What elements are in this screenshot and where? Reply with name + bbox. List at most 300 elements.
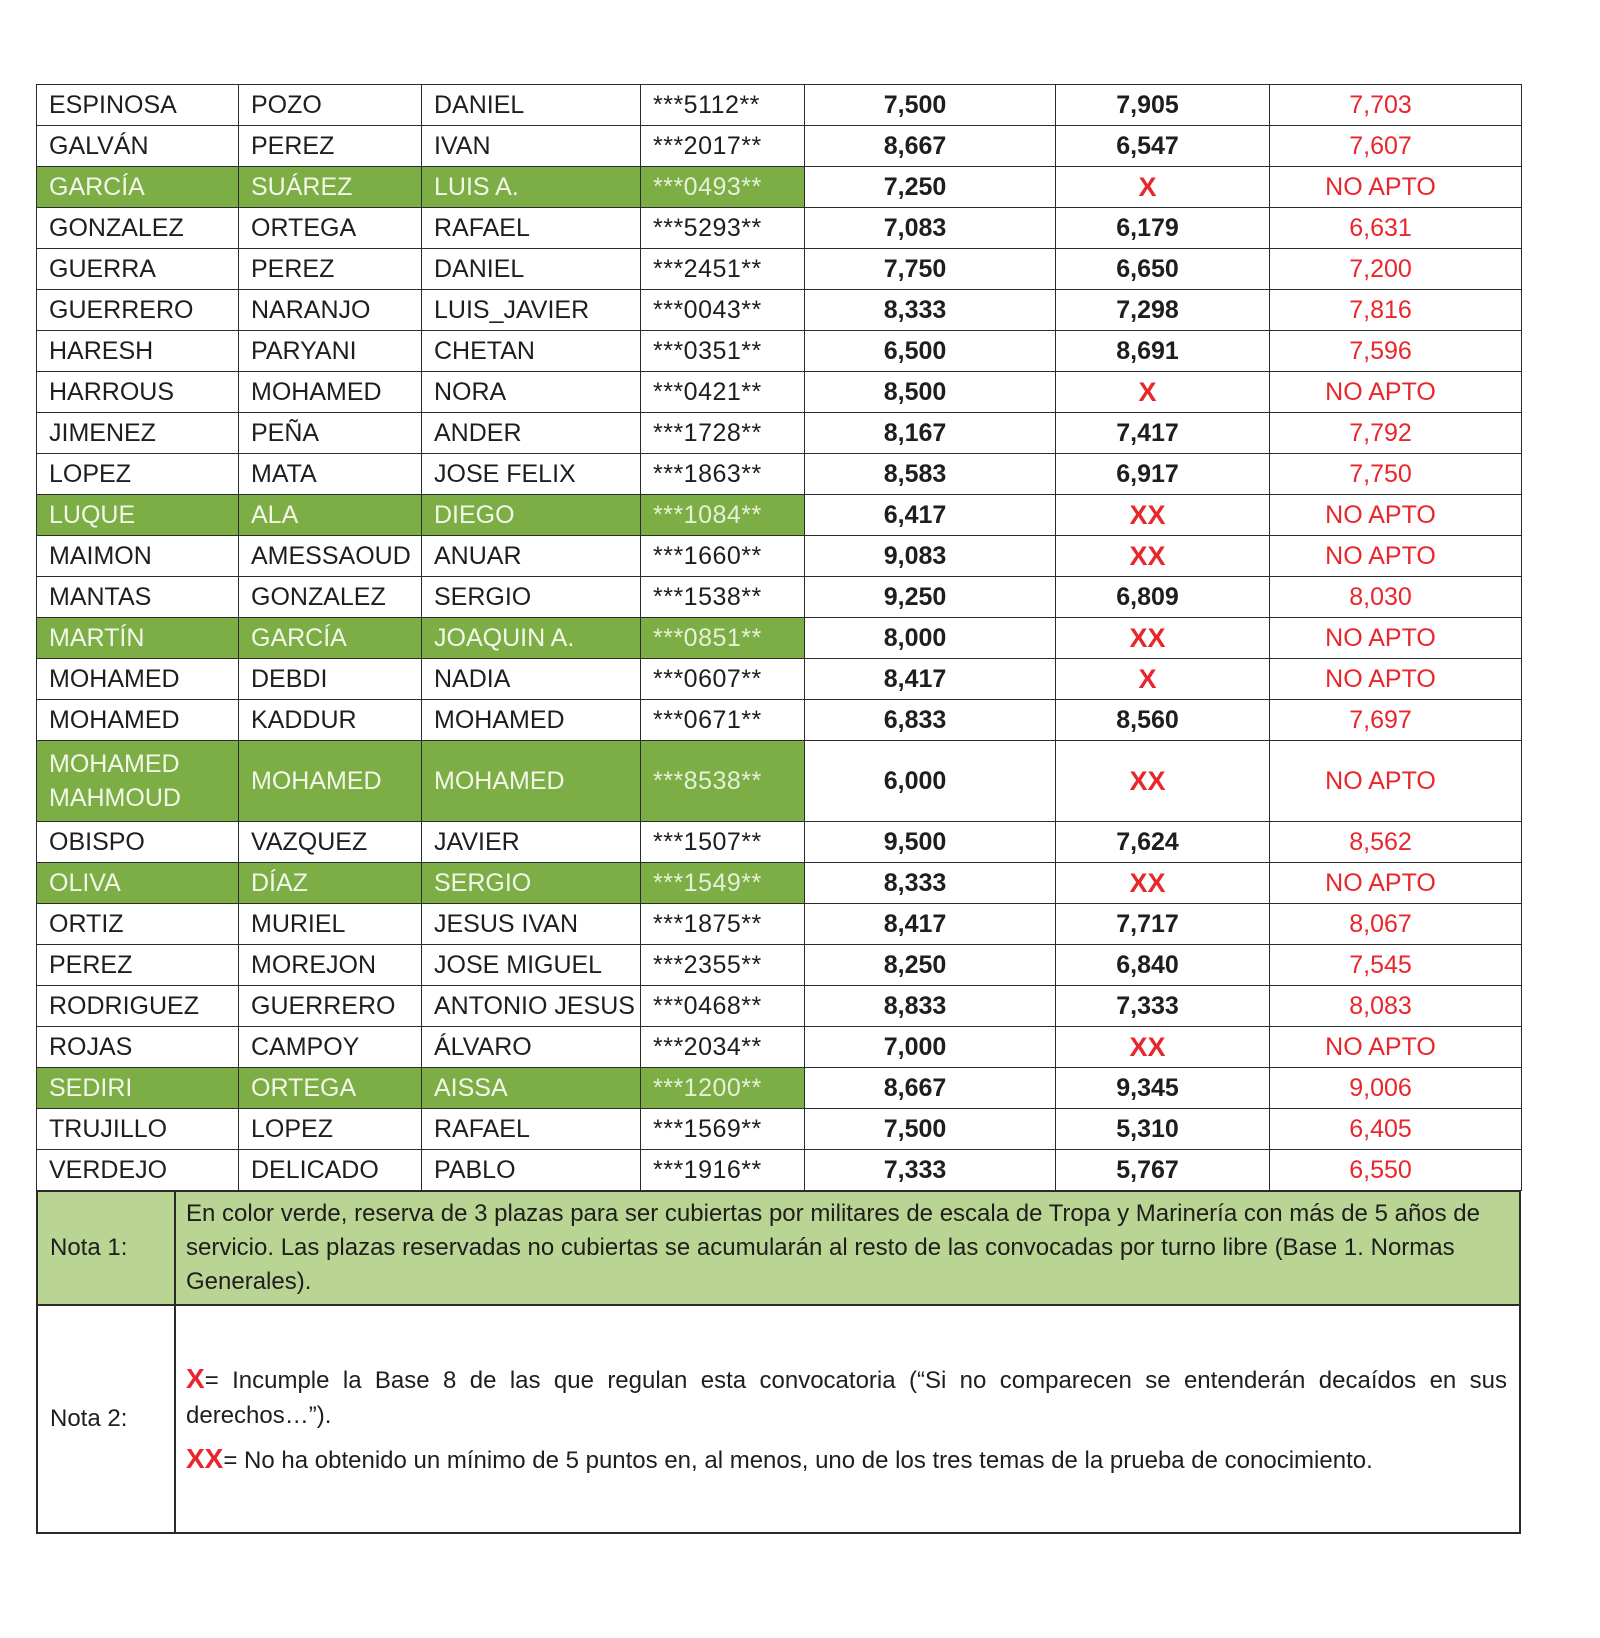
note-1-row [37,1191,1520,1305]
name-text: AISSA [434,1073,508,1102]
dni-text: ***0493** [653,172,762,201]
second-surname-cell [239,372,422,413]
final-score-text: 6,405 [1349,1114,1412,1143]
second-surname-text: PEREZ [251,254,335,283]
final-score-cell [1270,249,1522,290]
dni-cell [641,945,805,986]
dni-cell [641,618,805,659]
first-surname-cell [37,1027,239,1068]
score-2-text: 6,917 [1116,459,1179,488]
table-row [37,249,1522,290]
first-surname-text: MOHAMED [49,664,180,693]
dni-text: ***5293** [653,213,762,242]
table-row [37,167,1522,208]
final-score-cell [1270,495,1522,536]
first-surname-text: LUQUE [49,500,136,529]
first-surname-text: MOHAMED [49,705,180,734]
name-text: CHETAN [434,336,535,365]
name-cell [422,1150,641,1191]
dni-text: ***0671** [653,705,762,734]
name-cell [422,945,641,986]
score-1-text: 8,417 [883,909,947,938]
final-score-cell [1270,126,1522,167]
dni-text: ***2451** [653,254,762,283]
second-surname-text: ORTEGA [251,213,357,242]
dni-text: ***8538** [653,766,762,795]
score-2-cell [1056,85,1270,126]
dni-text: ***0607** [653,664,762,693]
score-1-text: 7,083 [883,213,947,242]
dni-cell [641,454,805,495]
second-surname-cell [239,700,422,741]
second-surname-text: PARYANI [251,336,357,365]
second-surname-text: MOHAMED [251,767,382,795]
score-2-cell [1056,904,1270,945]
final-score-cell [1270,577,1522,618]
score-2-cell [1056,536,1270,577]
score-2-text: 7,417 [1116,418,1179,447]
score-1-cell [805,986,1056,1027]
first-surname-text: GUERRA [49,254,156,283]
score-2-text: 8,691 [1116,336,1179,365]
dni-cell [641,1109,805,1150]
table-row [37,1109,1522,1150]
table-row [37,454,1522,495]
note-2-label: Nota 2: [37,1305,175,1533]
first-surname-text: ESPINOSA [49,90,177,119]
table-row [37,536,1522,577]
first-surname-cell [37,863,239,904]
score-1-text: 8,333 [883,295,947,324]
final-score-cell [1270,413,1522,454]
results-table [36,84,1522,1191]
score-1-cell [805,126,1056,167]
second-surname-cell [239,495,422,536]
second-surname-text: DEBDI [251,664,328,693]
score-2-cell [1056,863,1270,904]
score-1-cell [805,1068,1056,1109]
name-cell [422,822,641,863]
score-1-text: 8,417 [883,664,947,693]
score-2-text: XX [1129,1031,1166,1062]
table-row [37,413,1522,454]
second-surname-cell [239,413,422,454]
final-score-text: 7,703 [1349,90,1412,119]
score-1-cell [805,1150,1056,1191]
score-2-cell [1056,741,1270,822]
table-row [37,1068,1522,1109]
dni-cell [641,249,805,290]
dni-text: ***1569** [653,1114,762,1143]
first-surname-cell [37,167,239,208]
final-score-text: NO APTO [1325,1032,1436,1061]
score-1-text: 8,250 [883,950,947,979]
name-cell [422,249,641,290]
score-1-text: 7,000 [883,1032,947,1061]
second-surname-cell [239,249,422,290]
second-surname-cell [239,208,422,249]
dni-cell [641,904,805,945]
score-1-cell [805,904,1056,945]
first-surname-cell [37,208,239,249]
table-row [37,290,1522,331]
name-text: JOAQUIN A. [434,623,575,652]
dni-cell [641,863,805,904]
dni-cell [641,700,805,741]
first-surname-cell [37,618,239,659]
table-row [37,1150,1522,1191]
first-surname-cell [37,1150,239,1191]
first-surname-text: GONZALEZ [49,213,184,242]
dni-text: ***1728** [653,418,762,447]
first-surname-text: PEREZ [49,950,133,979]
dni-cell [641,1150,805,1191]
first-surname-text: OBISPO [49,827,145,856]
score-1-text: 8,667 [883,131,947,160]
name-text: DANIEL [434,90,525,119]
first-surname-text: MANTAS [49,582,152,611]
score-1-cell [805,741,1056,822]
second-surname-cell [239,741,422,822]
second-surname-cell [239,1150,422,1191]
dni-text: ***1200** [653,1073,762,1102]
score-2-text: XX [1129,867,1166,898]
dni-cell [641,986,805,1027]
dni-text: ***0421** [653,377,762,406]
score-2-text: XX [1129,765,1166,796]
final-score-cell [1270,904,1522,945]
score-2-cell [1056,249,1270,290]
dni-text: ***1916** [653,1155,762,1184]
score-2-text: 7,624 [1116,827,1179,856]
final-score-cell [1270,1150,1522,1191]
name-text: JOSE FELIX [434,459,576,488]
final-score-cell [1270,945,1522,986]
dni-text: ***0043** [653,295,762,324]
score-1-text: 7,333 [883,1155,947,1184]
score-1-cell [805,331,1056,372]
second-surname-cell [239,659,422,700]
dni-text: ***1084** [653,500,762,529]
score-2-cell [1056,1068,1270,1109]
name-cell [422,700,641,741]
first-surname-text: HARESH [49,336,154,365]
second-surname-text: KADDUR [251,705,357,734]
score-2-cell [1056,454,1270,495]
name-text: SERGIO [434,582,532,611]
score-1-cell [805,536,1056,577]
second-surname-text: AMESSAOUD [251,541,411,570]
dni-cell [641,372,805,413]
final-score-text: 7,200 [1349,254,1412,283]
score-2-text: X [1138,376,1157,407]
table-row [37,331,1522,372]
dni-text: ***1538** [653,582,762,611]
final-score-cell [1270,290,1522,331]
final-score-cell [1270,208,1522,249]
dni-text: ***1507** [653,827,762,856]
table-row [37,904,1522,945]
final-score-text: NO APTO [1325,172,1436,201]
final-score-text: 9,006 [1349,1073,1412,1102]
first-surname-cell [37,454,239,495]
xx-definition: = No ha obtenido un mínimo de 5 puntos en, al menos, uno de los tres temas de la prueba de conocimiento. [223,1446,1373,1474]
x-definition: = Incumple la Base 8 de las que regulan esta convocatoria (“Si no comparecen se entenderán decaídos en sus derechos…”). [186,1366,1507,1429]
final-score-text: 8,562 [1349,827,1412,856]
second-surname-cell [239,618,422,659]
name-cell [422,372,641,413]
final-score-cell [1270,659,1522,700]
score-2-cell [1056,1109,1270,1150]
final-score-text: 7,750 [1349,459,1412,488]
score-1-cell [805,700,1056,741]
dni-cell [641,167,805,208]
final-score-cell [1270,1027,1522,1068]
name-text: ANTONIO JESUS [434,991,635,1020]
score-2-cell [1056,208,1270,249]
dni-text: ***0468** [653,991,762,1020]
name-text: LUIS A. [434,172,519,201]
first-surname-cell [37,536,239,577]
score-1-cell [805,822,1056,863]
table-row [37,495,1522,536]
score-1-cell [805,863,1056,904]
second-surname-text: ALA [251,500,299,529]
first-surname-text: TRUJILLO [49,1114,168,1143]
name-text: NORA [434,377,507,406]
final-score-cell [1270,863,1522,904]
score-1-text: 6,833 [883,705,947,734]
second-surname-cell [239,85,422,126]
dni-text: ***1875** [653,909,762,938]
score-2-text: 7,905 [1116,90,1179,119]
second-surname-text: DELICADO [251,1155,379,1184]
second-surname-text: NARANJO [251,295,371,324]
score-2-text: XX [1129,499,1166,530]
dni-text: ***1863** [653,459,762,488]
score-2-text: 7,333 [1116,991,1179,1020]
second-surname-text: MURIEL [251,909,346,938]
name-text: SERGIO [434,868,532,897]
final-score-cell [1270,372,1522,413]
second-surname-cell [239,945,422,986]
name-cell [422,413,641,454]
second-surname-cell [239,863,422,904]
final-score-text: 8,067 [1349,909,1412,938]
score-2-text: 7,298 [1116,295,1179,324]
second-surname-text: MATA [251,459,317,488]
final-score-cell [1270,700,1522,741]
score-2-cell [1056,1150,1270,1191]
first-surname-text: GALVÁN [49,131,149,160]
score-1-cell [805,945,1056,986]
final-score-text: 7,545 [1349,950,1412,979]
second-surname-cell [239,290,422,331]
final-score-cell [1270,822,1522,863]
score-2-cell [1056,413,1270,454]
name-cell [422,577,641,618]
note-1-label: Nota 1: [37,1191,175,1305]
second-surname-cell [239,1027,422,1068]
first-surname-cell [37,85,239,126]
note-1-text: En color verde, reserva de 3 plazas para ser cubiertas por militares de escala de Tropa y Marinería con más de 5 años de servicio. Las plazas reservadas no cubiertas se acumularán al resto de las convocadas por turno libre (Base 1. Normas Generales). [175,1191,1520,1305]
first-surname-cell [37,413,239,454]
name-cell [422,495,641,536]
score-1-cell [805,1027,1056,1068]
second-surname-text: SUÁREZ [251,172,353,201]
first-surname-cell [37,249,239,290]
first-surname-cell [37,945,239,986]
dni-text: ***2034** [653,1032,762,1061]
name-cell [422,167,641,208]
second-surname-text: MOREJON [251,950,376,979]
table-row [37,372,1522,413]
name-text: DIEGO [434,500,515,529]
score-1-cell [805,167,1056,208]
second-surname-cell [239,126,422,167]
dni-cell [641,1027,805,1068]
first-surname-text: MOHAMED MAHMOUD [49,750,181,812]
score-2-text: 8,560 [1116,705,1179,734]
first-surname-cell [37,372,239,413]
name-cell [422,659,641,700]
final-score-cell [1270,85,1522,126]
score-2-text: 5,310 [1116,1114,1179,1143]
first-surname-text: ORTIZ [49,909,124,938]
score-1-text: 9,250 [883,582,947,611]
score-1-cell [805,208,1056,249]
score-2-cell [1056,618,1270,659]
name-cell [422,290,641,331]
second-surname-cell [239,904,422,945]
score-2-text: 6,179 [1116,213,1179,242]
table-row [37,945,1522,986]
score-1-cell [805,1109,1056,1150]
first-surname-cell [37,331,239,372]
second-surname-cell [239,577,422,618]
first-surname-text: JIMENEZ [49,418,156,447]
final-score-text: NO APTO [1325,541,1436,570]
table-row [37,741,1522,822]
score-1-cell [805,659,1056,700]
second-surname-text: POZO [251,90,322,119]
name-text: IVAN [434,131,491,160]
second-surname-cell [239,986,422,1027]
first-surname-text: LOPEZ [49,459,131,488]
score-2-cell [1056,495,1270,536]
dni-text: ***5112** [653,90,760,119]
dni-text: ***2017** [653,131,762,160]
first-surname-text: GUERRERO [49,295,194,324]
name-text: RAFAEL [434,1114,530,1143]
score-1-cell [805,577,1056,618]
dni-cell [641,822,805,863]
score-1-text: 8,333 [883,868,947,897]
second-surname-cell [239,1109,422,1150]
score-2-cell [1056,290,1270,331]
score-1-text: 7,750 [883,254,947,283]
score-1-text: 7,500 [883,1114,947,1143]
second-surname-cell [239,536,422,577]
dni-cell [641,85,805,126]
score-1-cell [805,85,1056,126]
table-row [37,618,1522,659]
second-surname-cell [239,1068,422,1109]
final-score-cell [1270,167,1522,208]
second-surname-text: PEREZ [251,131,335,160]
first-surname-cell [37,126,239,167]
score-2-text: XX [1129,622,1166,653]
table-row [37,1027,1522,1068]
score-1-text: 8,167 [883,418,947,447]
score-2-cell [1056,659,1270,700]
table-row [37,700,1522,741]
final-score-cell [1270,454,1522,495]
first-surname-text: HARROUS [49,377,175,406]
score-1-cell [805,454,1056,495]
dni-cell [641,290,805,331]
second-surname-text: LOPEZ [251,1114,333,1143]
first-surname-text: MARTÍN [49,623,145,652]
score-1-text: 7,250 [883,172,947,201]
score-2-cell [1056,945,1270,986]
note-2-xx-paragraph [186,1441,1507,1478]
dni-cell [641,126,805,167]
dni-text: ***0351** [653,336,762,365]
x-symbol: X [186,1362,205,1394]
score-1-text: 8,583 [883,459,947,488]
final-score-text: NO APTO [1325,868,1436,897]
name-cell [422,904,641,945]
first-surname-text: GARCÍA [49,172,145,201]
score-1-text: 6,000 [883,766,947,795]
name-text: LUIS_JAVIER [434,295,590,324]
score-2-text: 9,345 [1116,1073,1179,1102]
table-row [37,208,1522,249]
first-surname-cell [37,741,239,822]
score-2-cell [1056,167,1270,208]
final-score-text: 8,083 [1349,991,1412,1020]
score-1-text: 6,500 [883,336,947,365]
score-2-text: X [1138,663,1157,694]
first-surname-cell [37,290,239,331]
name-cell [422,454,641,495]
final-score-cell [1270,986,1522,1027]
score-2-text: XX [1129,540,1166,571]
final-score-text: NO APTO [1325,500,1436,529]
table-row [37,85,1522,126]
dni-cell [641,577,805,618]
name-text: PABLO [434,1155,516,1184]
score-1-text: 8,667 [883,1073,947,1102]
name-cell [422,1027,641,1068]
second-surname-text: GUERRERO [251,991,396,1020]
name-text: JESUS IVAN [434,909,579,938]
final-score-text: 7,596 [1349,336,1412,365]
name-cell [422,1109,641,1150]
first-surname-text: SEDIRI [49,1073,133,1102]
name-cell [422,85,641,126]
score-1-text: 8,833 [883,991,947,1020]
final-score-text: NO APTO [1325,377,1436,406]
score-1-cell [805,413,1056,454]
score-2-cell [1056,986,1270,1027]
table-row [37,863,1522,904]
final-score-cell [1270,741,1522,822]
score-2-cell [1056,126,1270,167]
dni-text: ***2355** [653,950,762,979]
score-2-text: X [1138,171,1157,202]
